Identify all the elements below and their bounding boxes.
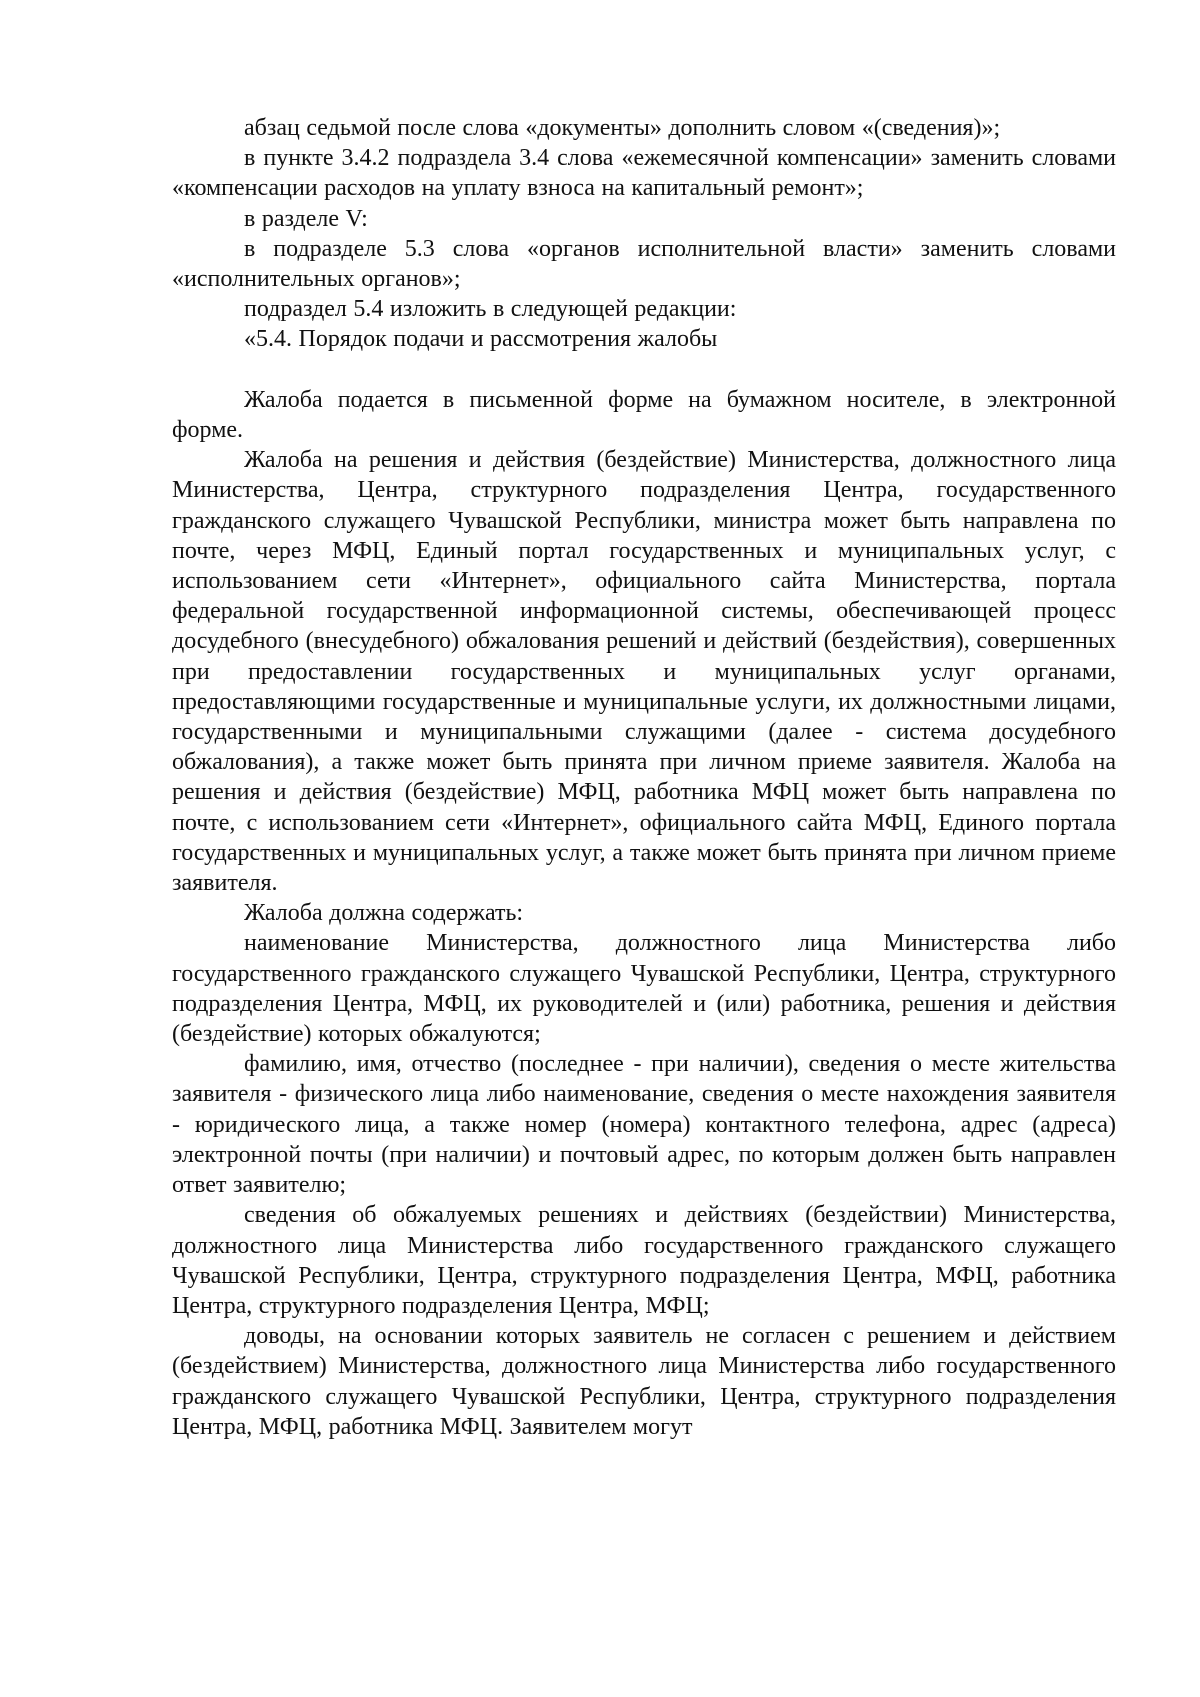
paragraph-1: абзац седьмой после слова «документы» дополнить словом «(сведения)»; bbox=[244, 115, 1001, 141]
blank-line bbox=[172, 355, 1116, 385]
paragraph-3: в разделе V: bbox=[244, 205, 368, 232]
paragraph-2: в пункте 3.4.2 подраздела 3.4 слова «ежемесячной компенсации» заменить словами «компенсации расходов на уплату взноса на капитальный ремонт»; bbox=[172, 145, 1116, 202]
paragraph-4: в подразделе 5.3 слова «органов исполнительной власти» заменить словами «исполнительных органов»; bbox=[172, 235, 1116, 293]
paragraph-5: подраздел 5.4 изложить в следующей редакции: bbox=[244, 296, 737, 323]
paragraph-9: наименование Министерства, должностного лица Министерства либо государственного гражданского служащего Чувашской Республики, Центра, структурного подразделения Центра, МФЦ, их руководителей и (или) работника, решения и действия (бездействие) которых обжалуются; bbox=[172, 930, 1116, 1048]
paragraph-6: Жалоба подается в письменной форме на бумажном носителе, в электронной форме. bbox=[172, 386, 1116, 444]
paragraph-12: доводы, на основании которых заявитель не согласен с решением и действием (бездействием) Министерства, должностного лица Министерства либо государственного гражданского служащего Чувашской Республики, Центра, структурного подразделения Центра, МФЦ, работника МФЦ. Заявителем могут bbox=[172, 1323, 1116, 1440]
paragraph-11: сведения об обжалуемых решениях и действиях (бездействии) Министерства, должностного лица Министерства либо государственного гражданского служащего Чувашской Республики, Центра, структурного подразделения Центра, МФЦ, работника Центра, структурного подразделения Центра, МФЦ; bbox=[172, 1202, 1116, 1319]
section-heading: «5.4. Порядок подачи и рассмотрения жалобы bbox=[244, 326, 718, 353]
paragraph-8: Жалоба должна содержать: bbox=[244, 900, 524, 927]
paragraph-10: фамилию, имя, отчество (последнее - при наличии), сведения о месте жительства заявителя - физического лица либо наименование, сведения о месте нахождения заявителя - юридического лица, а также номер (номера) контактного телефона, адрес (адреса) электронной почты (при наличии) и почтовый адрес, по которым должен быть направлен ответ заявителю; bbox=[172, 1051, 1116, 1199]
document-body bbox=[172, 113, 1116, 1442]
paragraph-7: Жалоба на решения и действия (бездействие) Министерства, должностного лица Министерства, Центра, структурного подразделения Центра, государственного гражданского служащего Чувашской Республики, министра может быть направлена по почте, через МФЦ, Единый портал государственных и муниципальных услуг, с использованием сети «Интернет», официального сайта Министерства, портала федеральной государственной информационной системы, обеспечивающей процесс досудебного (внесудебного) обжалования решений и действий (бездействия), совершенных при предоставлении государственных и муниципальных услуг органами, предоставляющими государственные и муниципальные услуги, их должностными лицами, государственными и муниципальными служащими (далее - система досудебного обжалования), а также может быть принята при личном приеме заявителя. Жалоба на решения и действия (бездействие) МФЦ, работника МФЦ может быть направлена по почте, с использованием сети «Интернет», официального сайта МФЦ, Единого портала государственных и муниципальных услуг, а также может быть принята при личном приеме заявителя. bbox=[172, 447, 1116, 897]
